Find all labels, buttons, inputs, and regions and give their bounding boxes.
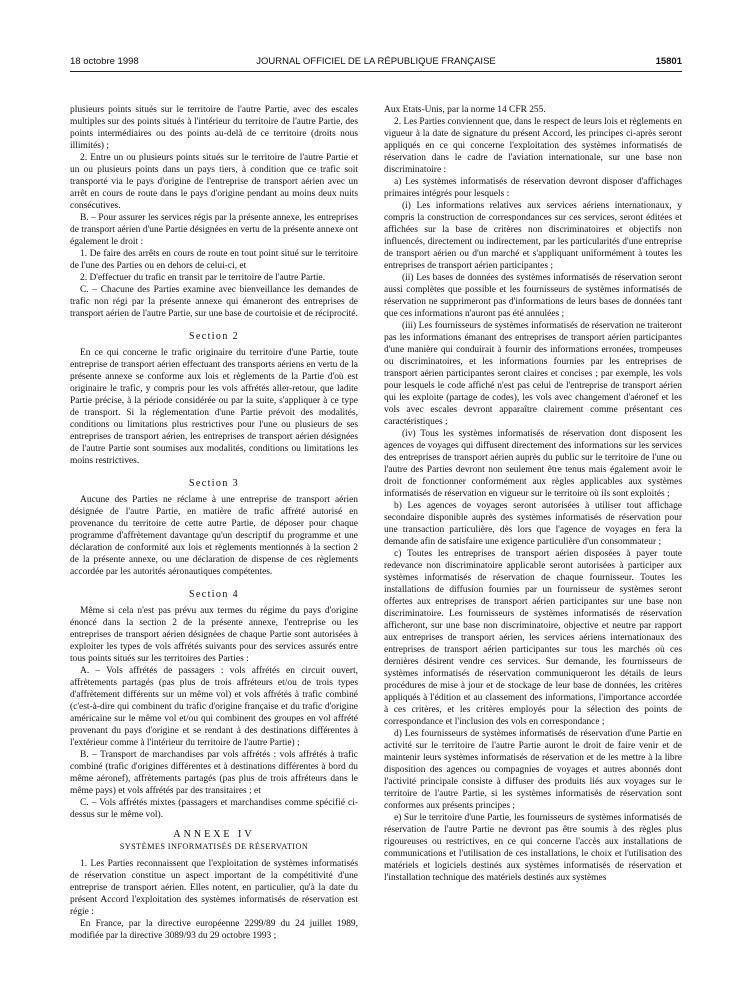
paragraph: e) Sur le territoire d'une Partie, les fournisseurs de systèmes informatisés de réservation de l'autre Partie ne devront pas être soumis à des règles plus rigoureuses ou restrictives, en ce qui concerne l'accès aux installations de communications et l'utilisation de ces installations, le choix et l'utilisation des matériels et logiciels destinés aux systèmes informatisés de réservation et l'installation technique des matériels destinés aux systèmes (384, 813, 682, 883)
paragraph: En France, par la directive européenne 2299/89 du 24 juillet 1989, modifiée par la directive 3089/93 du 29 octobre 1993 ; (70, 919, 358, 941)
paragraph: 1. Les Parties reconnaissent que l'exploitation de systèmes informatisés de réservation constitue un aspect important de la compétitivité d'une entreprise de transport aérien. Elles notent, en particulier, qu'à la date du présent Accord l'exploitation des systèmes informatisés de réservation est régie : (70, 859, 358, 917)
paragraph: 2. Les Parties conviennent que, dans le respect de leurs lois et règlements en vigueur à la date de signature du présent Accord, les principes ci-après seront appliqués en ce qui concerne l'exploitation des systèmes informatisés de réservation dans le cadre de l'aviation internationale, sur une base non discriminatoire : (384, 117, 683, 175)
paragraph: Aux Etats-Unis, par la norme 14 CFR 255. (384, 105, 546, 115)
paragraph: a) Les systèmes informatisés de réservation devront disposer d'affichages primaires intégrés pour lesquels : (384, 177, 682, 199)
section-heading: Section 2 (188, 331, 240, 342)
paragraph: B. – Transport de marchandises par vols affrétés : vols affrétés à trafic combiné (trafic d'origines différentes et à destinations différentes à bord du même aéronef), affrètements partagés (pas plus de trois affréteurs dans le même pays) et vols affrétés par des transitaires ; et (70, 750, 358, 796)
paragraph: 2. Entre un ou plusieurs points situés sur le territoire de l'autre Partie et un ou plusieurs points dans un pays tiers, à condition que ce trafic soit transporté via le pays d'origine de l'entreprise de transport aérien avec un arrêt en cours de route dans le pays d'origine pendant au moins deux nuits consécutives. (70, 153, 358, 211)
paragraph: 2. D'effectuer du trafic en transit par le territoire de l'autre Partie. (80, 273, 326, 283)
list-item: (iii) Les fournisseurs de systèmes informatisés de réservation ne traiteront pas les informations émanant des entreprises de transport aérien participantes d'une manière qui conduirait à fournir des informations erronées, trompeuses ou discriminatoires, et les informations fournies par les entreprises de transport aérien participantes seront claires et concises ; par exemple, les vols pour lesquels le code affiché n'est pas celui de l'entreprise de transport aérien qui les exploite (partage de codes), les vols avec changement d'aéronef et les vols avec escales devront apparaître clairement comme présentant ces caractéristiques ; (384, 321, 682, 427)
annex-heading: ANNEXE IV (173, 829, 255, 840)
page-header (70, 56, 682, 72)
paragraph: plusieurs points situés sur le territoire de l'autre Partie, avec des escales multiples sur des points situés à l'intérieur du territoire de l'autre Partie, des points intermédiaires ou des points au-delà de ce territoire (droits nous illimités) ; (70, 105, 358, 151)
paragraph: Aucune des Parties ne réclame à une entreprise de transport aérien désignée de l'autre Partie, en matière de trafic affrété autorisé en provenance du territoire de cette autre Partie, de déposer pour chaque programme d'affrètement davantage qu'un descriptif du programme et une déclaration de conformité aux lois et règlements mentionnés à la section 2 de la présente annexe, ou une déclaration de dispense de ces règlements accordée par les autorités aéronautiques compétentes. (70, 495, 358, 577)
annex-subtitle: SYSTÈMES INFORMATISÉS DE RÉSERVATION (119, 842, 309, 851)
paragraph: En ce qui concerne le trafic originaire du territoire d'une Partie, toute entreprise de transport aérien effectuant des transports aériens en vertu de la présente annexe se conforme aux lois et règlements de la Partie d'où est originaire le trafic, y compris pour les vols affrétés aller-retour, que ladite Partie précise, à la période considérée ou par la suite, s'appliquer à ce type de transport. Si la réglementation d'une Partie prévoit des modalités, conditions ou limitations plus restrictives pour l'une ou plusieurs de ses entreprises de transport aérien, les entreprises de transport aérien désignées de l'autre Partie sont soumises aux modalités, conditions ou limitations les moins restrictives. (70, 348, 358, 466)
paragraph: b) Les agences de voyages seront autorisées à utiliser tout affichage secondaire disponible auprès des systèmes informatisés de réservation pour une transaction particulière, dès lors que l'agence de voyages en fera la demande afin de satisfaire une exigence particulière d'un consommateur ; (384, 501, 682, 547)
list-item: (i) Les informations relatives aux services aériens internationaux, y compris la construction de correspondances sur ces services, seront éditées et affichées sur la base de critères non discriminatoires et objectifs non influencés, directement ou indirectement, par les particularités d'une entreprise de transport aérien ou d'un marché et s'appliquant uniformément à toutes les entreprises de transport aérien participantes ; (384, 201, 682, 271)
header-rule (70, 71, 682, 72)
journal-title: JOURNAL OFFICIEL DE LA RÉPUBLIQUE FRANÇAISE (256, 56, 496, 67)
page-number: 15801 (655, 56, 682, 67)
paragraph: C. – Chacune des Parties examine avec bienveillance les demandes de trafic non régi par la présente annexe qui émaneront des entreprises de transport aérien de l'autre Partie, sur une base de courtoisie et de réciprocité. (70, 285, 358, 319)
issue-date: 18 octobre 1998 (70, 56, 139, 67)
paragraph: C. – Vols affrétés mixtes (passagers et marchandises comme spécifié ci-dessus sur le même vol). (70, 798, 358, 820)
right-column (384, 104, 682, 884)
left-column (70, 104, 358, 942)
paragraph: 1. De faire des arrêts en cours de route en tout point situé sur le territoire de l'une des Parties ou en dehors de celui-ci, et (70, 249, 358, 271)
paragraph: c) Toutes les entreprises de transport aérien disposées à payer toute redevance non discriminatoire applicable seront autorisées à participer aux systèmes informatisés de réservation de chaque fournisseur. Toutes les installations de diffusion fournies par un fournisseur de systèmes seront offertes aux entreprises de transport aérien participantes sur une base non discriminatoire. Les fournisseurs de systèmes informatisés de réservation afficheront, sur une base non discriminatoire, objective et neutre par rapport aux entreprises de transport aérien, les services aériens internationaux des entreprises de transport aérien participantes sur tous les marchés où ces dernières désirent vendre ces services. Sur demande, les fournisseurs de systèmes informatisés de réservation communiqueront les détails de leurs procédures de mise à jour et de stockage de leur base de données, les critères appliqués à l'édition et au classement des informations, l'importance accordée à ces critères, et les critères employés pour la sélection des points de correspondance et l'inclusion des vols en correspondance ; (384, 549, 682, 727)
paragraph: Même si cela n'est pas prévu aux termes du régime du pays d'origine énoncé dans la section 2 de la présente annexe, l'entreprise ou les entreprises de transport aérien désignées de chaque Partie sont autorisées à exploiter les types de vols affrétés suivants pour des services assurés entre tous points situés sur les territoires des Parties : (70, 606, 358, 664)
paragraph: d) Les fournisseurs de systèmes informatisés de réservation d'une Partie en activité sur le territoire de l'autre Partie auront le droit de faire venir et de maintenir leurs systèmes informatisés de réservation et de les mettre à la libre disposition des agences ou compagnies de voyages et autres abonnés dont l'activité principale consiste à diffuser des produits liés aux voyages sur le territoire de l'autre Partie, si les systèmes informatisés de réservation sont conformes aux présents principes ; (384, 729, 682, 811)
paragraph: A. – Vols affrétés de passagers : vols affrétés en circuit ouvert, affrètements partagés (pas plus de trois affréteurs et/ou de trois types d'affrètement différents sur un même vol) et vols affrétés à trafic combiné (c'est-à-dire qui combinent du trafic d'origine française et du trafic d'origine américaine sur le même vol et/ou qui combinent des groupes en vol affrété provenant du pays d'origine et se rendant à des destinations différentes à l'extérieur comme à l'intérieur du territoire de l'autre Partie) ; (70, 666, 358, 748)
list-item: (iv) Tous les systèmes informatisés de réservation dont disposent les agences de voyages qui diffusent directement des informations sur les services des entreprises de transport aérien auprès du public sur le territoire de l'une ou l'autre des Parties devront non seulement être tenus mais également avoir le droit de fonctionner conformément aux règles applicables aux systèmes informatisés de réservation en vigueur sur le territoire où ils sont exploités ; (384, 429, 682, 499)
section-heading: Section 4 (188, 589, 240, 600)
list-item: (ii) Les bases de données des systèmes informatisés de réservation seront aussi complètes que possible et les fournisseurs de systèmes informatisés de réservation ne supprimeront pas d'informations de leurs bases de données tant que ces informations n'auront pas été annulées ; (384, 273, 682, 319)
paragraph: B. – Pour assurer les services régis par la présente annexe, les entreprises de transport aérien d'une Partie désignées en vertu de la présente annexe ont également le droit : (70, 213, 358, 247)
section-heading: Section 3 (188, 478, 240, 489)
